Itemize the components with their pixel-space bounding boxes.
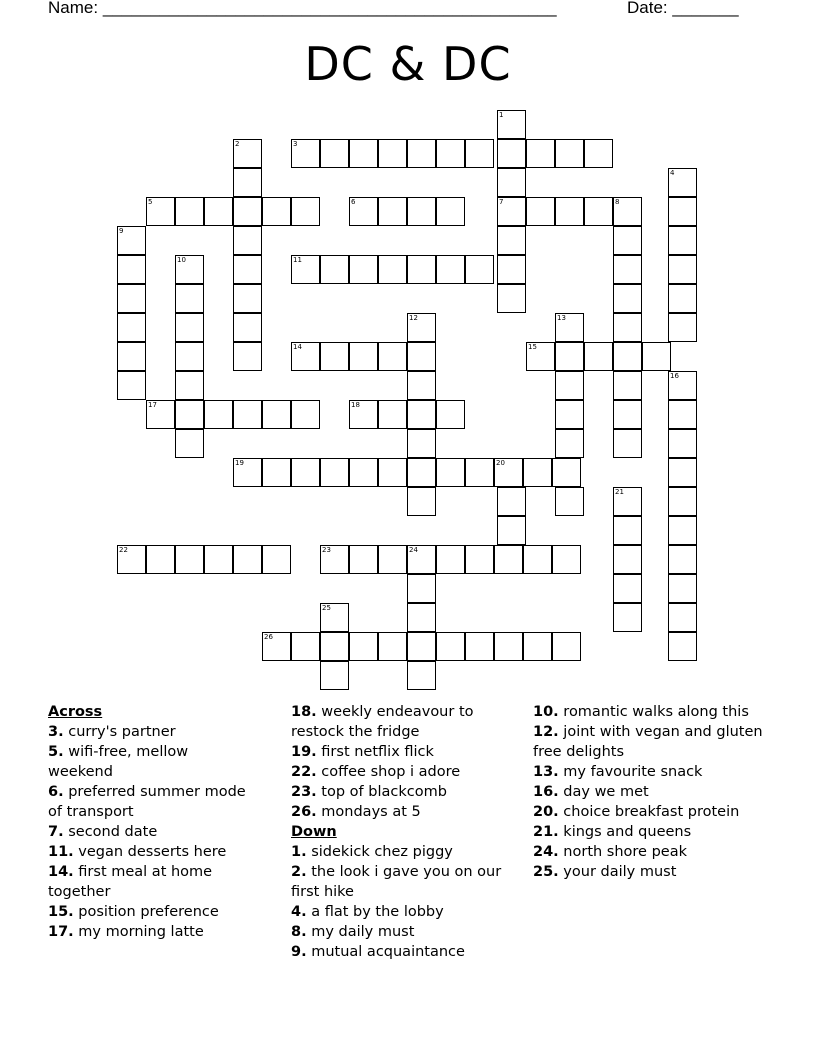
grid-cell[interactable] xyxy=(497,139,526,168)
clue-item xyxy=(533,782,768,802)
clue-item-text: first netflix flick xyxy=(316,744,434,760)
grid-cell[interactable] xyxy=(436,458,465,487)
grid-cell[interactable] xyxy=(407,342,436,371)
down-clue-list xyxy=(291,842,516,962)
clue-item xyxy=(48,742,248,782)
grid-cell[interactable] xyxy=(407,255,436,284)
grid-cell[interactable] xyxy=(378,400,407,429)
clue-item-text: my favourite snack xyxy=(558,764,703,780)
grid-cell[interactable] xyxy=(320,603,349,632)
clue-number: 9 xyxy=(119,227,124,235)
grid-cell[interactable] xyxy=(175,342,204,371)
clue-item-text: day we met xyxy=(558,784,649,800)
grid-cell[interactable] xyxy=(497,226,526,255)
clue-item xyxy=(48,922,248,942)
grid-cell[interactable] xyxy=(613,226,642,255)
grid-cell[interactable] xyxy=(117,313,146,342)
grid-cell[interactable] xyxy=(291,197,320,226)
clue-number: 1 xyxy=(499,111,504,119)
grid-cell[interactable] xyxy=(613,516,642,545)
clue-number: 14 xyxy=(293,343,302,351)
grid-cell[interactable] xyxy=(175,197,204,226)
grid-cell[interactable] xyxy=(320,458,349,487)
grid-cell[interactable] xyxy=(494,545,523,574)
grid-cell[interactable] xyxy=(233,139,262,168)
grid-cell[interactable] xyxy=(117,226,146,255)
grid-cell[interactable] xyxy=(555,487,584,516)
grid-cell[interactable] xyxy=(523,458,552,487)
grid-cell[interactable] xyxy=(613,197,642,226)
clue-number: 26 xyxy=(264,633,273,641)
grid-cell[interactable] xyxy=(613,545,642,574)
clue-item-number: 26. xyxy=(291,804,317,820)
grid-cell[interactable] xyxy=(497,516,526,545)
grid-cell[interactable] xyxy=(291,458,320,487)
grid-cell[interactable] xyxy=(407,429,436,458)
clue-item xyxy=(48,782,248,822)
clue-item xyxy=(291,742,516,762)
clue-item xyxy=(291,922,516,942)
grid-cell[interactable] xyxy=(526,139,555,168)
grid-cell[interactable] xyxy=(668,255,697,284)
across-clue-list-continued xyxy=(291,702,516,822)
grid-cell[interactable] xyxy=(175,400,204,429)
grid-cell[interactable] xyxy=(378,342,407,371)
grid-cell[interactable] xyxy=(378,632,407,661)
clue-item xyxy=(291,782,516,802)
grid-cell[interactable] xyxy=(204,545,233,574)
grid-cell[interactable] xyxy=(262,400,291,429)
clue-item-number: 11. xyxy=(48,844,74,860)
clue-number: 5 xyxy=(148,198,153,206)
grid-cell[interactable] xyxy=(320,661,349,690)
grid-cell[interactable] xyxy=(233,226,262,255)
grid-cell[interactable] xyxy=(642,342,671,371)
grid-cell[interactable] xyxy=(668,545,697,574)
grid-cell[interactable] xyxy=(291,632,320,661)
grid-cell[interactable] xyxy=(349,400,378,429)
clue-item-text: my morning latte xyxy=(73,924,204,940)
grid-cell[interactable] xyxy=(407,400,436,429)
grid-cell[interactable] xyxy=(175,284,204,313)
clue-item-text: my daily must xyxy=(306,924,415,940)
clue-number: 4 xyxy=(670,169,675,177)
clue-number: 12 xyxy=(409,314,418,322)
clue-item-number: 6. xyxy=(48,784,64,800)
clue-item-text: the look i gave you on our first hike xyxy=(291,864,502,900)
clue-item xyxy=(533,762,768,782)
clue-item-number: 20. xyxy=(533,804,559,820)
clue-item-number: 12. xyxy=(533,724,559,740)
clue-item-number: 1. xyxy=(291,844,307,860)
clue-item-number: 14. xyxy=(48,864,74,880)
grid-cell[interactable] xyxy=(584,342,613,371)
grid-cell[interactable] xyxy=(320,545,349,574)
grid-cell[interactable] xyxy=(668,226,697,255)
grid-cell[interactable] xyxy=(291,139,320,168)
clue-item-number: 7. xyxy=(48,824,64,840)
date-blank[interactable]: _______ xyxy=(672,0,739,17)
clue-item-number: 17. xyxy=(48,924,74,940)
clue-item-number: 23. xyxy=(291,784,317,800)
clue-item xyxy=(533,802,768,822)
clue-item xyxy=(48,902,248,922)
grid-cell[interactable] xyxy=(555,313,584,342)
grid-cell[interactable] xyxy=(668,574,697,603)
grid-cell[interactable] xyxy=(349,255,378,284)
grid-cell[interactable] xyxy=(497,487,526,516)
grid-cell[interactable] xyxy=(668,516,697,545)
grid-cell[interactable] xyxy=(436,197,465,226)
grid-cell[interactable] xyxy=(320,632,349,661)
grid-cell[interactable] xyxy=(349,197,378,226)
grid-cell[interactable] xyxy=(320,139,349,168)
clue-item-text: coffee shop i adore xyxy=(316,764,461,780)
clue-item-number: 15. xyxy=(48,904,74,920)
clue-item-text: weekly endeavour to restock the fridge xyxy=(291,704,474,740)
grid-cell[interactable] xyxy=(494,458,523,487)
clue-item-text: choice breakfast protein xyxy=(558,804,740,820)
grid-cell[interactable] xyxy=(613,429,642,458)
clue-item-text: first meal at home together xyxy=(48,864,213,900)
clue-item-text: second date xyxy=(63,824,158,840)
grid-cell[interactable] xyxy=(523,632,552,661)
grid-cell[interactable] xyxy=(436,255,465,284)
clue-number: 18 xyxy=(351,401,360,409)
grid-cell[interactable] xyxy=(613,255,642,284)
clue-item xyxy=(48,722,248,742)
grid-cell[interactable] xyxy=(668,487,697,516)
grid-cell[interactable] xyxy=(349,458,378,487)
grid-cell[interactable] xyxy=(146,400,175,429)
clue-item-number: 16. xyxy=(533,784,559,800)
grid-cell[interactable] xyxy=(668,400,697,429)
grid-cell[interactable] xyxy=(613,284,642,313)
grid-cell[interactable] xyxy=(407,661,436,690)
grid-cell[interactable] xyxy=(146,197,175,226)
clue-number: 16 xyxy=(670,372,679,380)
clue-item-number: 5. xyxy=(48,744,64,760)
clue-item-text: position preference xyxy=(73,904,219,920)
grid-cell[interactable] xyxy=(378,458,407,487)
clue-item-text: preferred summer mode of transport xyxy=(48,784,246,820)
across-clue-list xyxy=(48,722,248,942)
grid-cell[interactable] xyxy=(668,458,697,487)
grid-cell[interactable] xyxy=(233,313,262,342)
clue-item xyxy=(291,702,516,742)
grid-cell[interactable] xyxy=(349,342,378,371)
clue-item-text: top of blackcomb xyxy=(316,784,447,800)
clue-number: 21 xyxy=(615,488,624,496)
clue-number: 15 xyxy=(528,343,537,351)
clue-number: 11 xyxy=(293,256,302,264)
grid-cell[interactable] xyxy=(668,632,697,661)
grid-cell[interactable] xyxy=(526,342,555,371)
grid-cell[interactable] xyxy=(233,168,262,197)
date-label: Date: xyxy=(627,0,668,17)
grid-cell[interactable] xyxy=(407,458,436,487)
clues-column-1 xyxy=(48,702,248,942)
grid-cell[interactable] xyxy=(613,487,642,516)
grid-cell[interactable] xyxy=(117,255,146,284)
grid-cell[interactable] xyxy=(555,371,584,400)
grid-cell[interactable] xyxy=(555,197,584,226)
grid-cell[interactable] xyxy=(204,197,233,226)
grid-cell[interactable] xyxy=(233,342,262,371)
grid-cell[interactable] xyxy=(436,632,465,661)
grid-cell[interactable] xyxy=(613,603,642,632)
clue-number: 23 xyxy=(322,546,331,554)
grid-cell[interactable] xyxy=(262,632,291,661)
grid-cell[interactable] xyxy=(465,632,494,661)
down-clue-list-continued xyxy=(533,702,768,882)
grid-cell[interactable] xyxy=(497,284,526,313)
grid-cell[interactable] xyxy=(552,545,581,574)
grid-cell[interactable] xyxy=(497,197,526,226)
clue-number: 10 xyxy=(177,256,186,264)
grid-cell[interactable] xyxy=(555,429,584,458)
clue-item-text: wifi-free, mellow weekend xyxy=(48,744,189,780)
clue-item xyxy=(533,862,768,882)
grid-cell[interactable] xyxy=(668,197,697,226)
clue-item-text: sidekick chez piggy xyxy=(306,844,453,860)
clue-item-number: 21. xyxy=(533,824,559,840)
grid-cell[interactable] xyxy=(233,284,262,313)
grid-cell[interactable] xyxy=(613,313,642,342)
clue-item-text: a flat by the lobby xyxy=(306,904,444,920)
clue-item-number: 18. xyxy=(291,704,317,720)
clue-number: 17 xyxy=(148,401,157,409)
grid-cell[interactable] xyxy=(555,400,584,429)
grid-cell[interactable] xyxy=(233,197,262,226)
grid-cell[interactable] xyxy=(233,400,262,429)
grid-cell[interactable] xyxy=(117,371,146,400)
grid-cell[interactable] xyxy=(436,400,465,429)
grid-cell[interactable] xyxy=(378,255,407,284)
clue-item-text: curry's partner xyxy=(63,724,176,740)
grid-cell[interactable] xyxy=(407,313,436,342)
grid-cell[interactable] xyxy=(262,197,291,226)
grid-cell[interactable] xyxy=(378,197,407,226)
clue-item-number: 25. xyxy=(533,864,559,880)
grid-cell[interactable] xyxy=(494,632,523,661)
grid-cell[interactable] xyxy=(378,139,407,168)
grid-cell[interactable] xyxy=(146,545,175,574)
grid-cell[interactable] xyxy=(349,632,378,661)
grid-cell[interactable] xyxy=(497,168,526,197)
grid-cell[interactable] xyxy=(262,545,291,574)
clue-item-number: 8. xyxy=(291,924,307,940)
grid-cell[interactable] xyxy=(668,603,697,632)
clue-number: 13 xyxy=(557,314,566,322)
clue-item xyxy=(291,902,516,922)
clue-number: 2 xyxy=(235,140,240,148)
grid-cell[interactable] xyxy=(407,371,436,400)
clue-number: 24 xyxy=(409,546,418,554)
grid-cell[interactable] xyxy=(613,342,642,371)
grid-cell[interactable] xyxy=(526,197,555,226)
grid-cell[interactable] xyxy=(613,574,642,603)
clue-item xyxy=(48,822,248,842)
clue-item-text: mondays at 5 xyxy=(316,804,421,820)
grid-cell[interactable] xyxy=(555,342,584,371)
across-heading: Across xyxy=(48,704,103,720)
grid-cell[interactable] xyxy=(465,545,494,574)
grid-cell[interactable] xyxy=(349,545,378,574)
page-title: DC & DC xyxy=(304,37,512,91)
clues-column-2 xyxy=(291,702,516,962)
clue-item xyxy=(291,802,516,822)
grid-cell[interactable] xyxy=(465,139,494,168)
clue-item xyxy=(533,822,768,842)
grid-cell[interactable] xyxy=(175,371,204,400)
clue-item xyxy=(291,842,516,862)
name-label: Name: xyxy=(48,0,99,17)
grid-cell[interactable] xyxy=(497,255,526,284)
clue-item xyxy=(48,862,248,902)
grid-cell[interactable] xyxy=(320,342,349,371)
grid-cell[interactable] xyxy=(349,139,378,168)
clue-number: 25 xyxy=(322,604,331,612)
grid-cell[interactable] xyxy=(175,545,204,574)
grid-cell[interactable] xyxy=(407,545,436,574)
grid-cell[interactable] xyxy=(407,197,436,226)
grid-cell[interactable] xyxy=(668,313,697,342)
clue-item-text: vegan desserts here xyxy=(73,844,227,860)
grid-cell[interactable] xyxy=(175,255,204,284)
clue-item xyxy=(291,762,516,782)
clue-item-number: 3. xyxy=(48,724,64,740)
grid-cell[interactable] xyxy=(584,139,613,168)
grid-cell[interactable] xyxy=(436,139,465,168)
name-blank[interactable]: ________________________________________________ xyxy=(102,0,557,17)
clue-number: 6 xyxy=(351,198,356,206)
clue-number: 3 xyxy=(293,140,298,148)
clue-item xyxy=(48,842,248,862)
grid-cell[interactable] xyxy=(233,255,262,284)
grid-cell[interactable] xyxy=(233,545,262,574)
grid-cell[interactable] xyxy=(262,458,291,487)
clue-item xyxy=(533,842,768,862)
grid-cell[interactable] xyxy=(117,342,146,371)
clue-number: 19 xyxy=(235,459,244,467)
clue-number: 22 xyxy=(119,546,128,554)
clue-item-text: kings and queens xyxy=(558,824,692,840)
clue-number: 8 xyxy=(615,198,620,206)
grid-cell[interactable] xyxy=(407,487,436,516)
clue-item xyxy=(533,702,768,722)
clue-item-number: 19. xyxy=(291,744,317,760)
clue-number: 7 xyxy=(499,198,504,206)
grid-cell[interactable] xyxy=(407,574,436,603)
clue-item-number: 13. xyxy=(533,764,559,780)
grid-cell[interactable] xyxy=(204,400,233,429)
clue-item-number: 24. xyxy=(533,844,559,860)
down-heading: Down xyxy=(291,824,337,840)
grid-cell[interactable] xyxy=(291,342,320,371)
grid-cell[interactable] xyxy=(668,429,697,458)
grid-cell[interactable] xyxy=(320,255,349,284)
grid-cell[interactable] xyxy=(407,139,436,168)
clue-item-number: 9. xyxy=(291,944,307,960)
clue-item xyxy=(291,942,516,962)
grid-cell[interactable] xyxy=(552,458,581,487)
grid-cell[interactable] xyxy=(407,603,436,632)
grid-cell[interactable] xyxy=(613,371,642,400)
clue-item xyxy=(291,862,516,902)
clue-item-number: 2. xyxy=(291,864,307,880)
grid-cell[interactable] xyxy=(233,458,262,487)
grid-cell[interactable] xyxy=(668,284,697,313)
grid-cell[interactable] xyxy=(613,400,642,429)
clue-item-text: joint with vegan and gluten free delights xyxy=(533,724,763,760)
grid-cell[interactable] xyxy=(291,255,320,284)
grid-cell[interactable] xyxy=(465,458,494,487)
clue-item-number: 4. xyxy=(291,904,307,920)
grid-cell[interactable] xyxy=(378,545,407,574)
grid-cell[interactable] xyxy=(555,139,584,168)
clue-item-number: 22. xyxy=(291,764,317,780)
grid-cell[interactable] xyxy=(523,545,552,574)
grid-cell[interactable] xyxy=(291,400,320,429)
clue-item-text: romantic walks along this xyxy=(558,704,749,720)
clue-item-text: your daily must xyxy=(558,864,677,880)
clues-column-3 xyxy=(533,702,768,882)
grid-cell[interactable] xyxy=(436,545,465,574)
clue-item xyxy=(533,722,768,762)
grid-cell[interactable] xyxy=(668,168,697,197)
grid-cell[interactable] xyxy=(407,632,436,661)
grid-cell[interactable] xyxy=(668,371,697,400)
clue-number: 20 xyxy=(496,459,505,467)
clue-item-number: 10. xyxy=(533,704,559,720)
grid-cell[interactable] xyxy=(584,197,613,226)
grid-cell[interactable] xyxy=(465,255,494,284)
grid-cell[interactable] xyxy=(552,632,581,661)
grid-cell[interactable] xyxy=(497,110,526,139)
clue-item-text: mutual acquaintance xyxy=(306,944,465,960)
grid-cell[interactable] xyxy=(117,545,146,574)
clue-item-text: north shore peak xyxy=(558,844,687,860)
grid-cell[interactable] xyxy=(117,284,146,313)
grid-cell[interactable] xyxy=(175,313,204,342)
grid-cell[interactable] xyxy=(175,429,204,458)
